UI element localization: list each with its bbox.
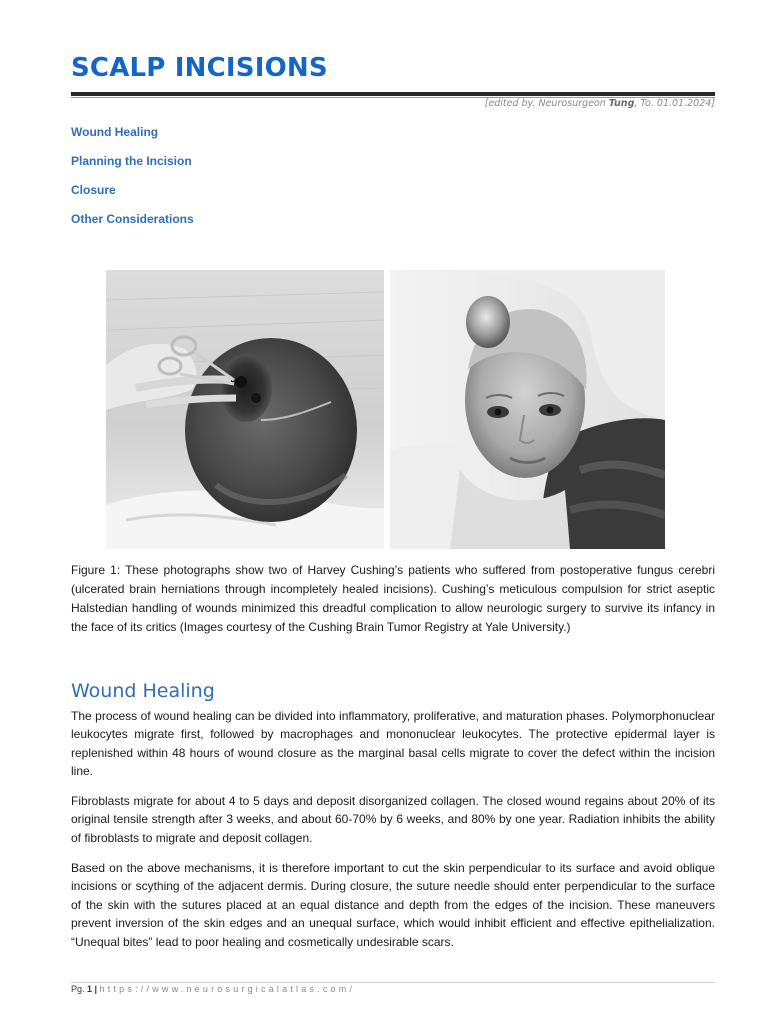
paragraph-fibroblast-migration: Fibroblasts migrate for about 4 to 5 days and deposit disorganized collagen. The closed wound regains about 20% of its original tensile strength after 3 weeks, and about 60-70% by 6 weeks, and 80% by one year. Radiation inhibits the ability of fibroblasts to migrate and deposit collagen. <box>71 794 715 845</box>
edited-by-note <box>485 98 715 109</box>
edited-prefix: [edited by. Neurosurgeon <box>484 98 609 109</box>
document-title: SCALP INCISIONS <box>71 53 328 83</box>
footer-separator: | <box>92 984 100 994</box>
toc-link-planning-the-incision[interactable]: Planning the Incision <box>71 154 192 168</box>
toc-link-other-considerations[interactable]: Other Considerations <box>71 212 194 226</box>
figure-1 <box>106 270 665 549</box>
footer-url-link[interactable]: https://www.neurosurgicalatlas.com/ <box>99 984 356 994</box>
photo-herniated-scalp <box>106 270 384 549</box>
page-footer <box>71 984 355 994</box>
page-label: Pg. <box>71 984 88 994</box>
section-heading-wound-healing: Wound Healing <box>71 680 215 702</box>
editor-name: Tung <box>608 98 635 109</box>
toc-link-closure[interactable]: Closure <box>71 183 116 197</box>
paragraph-incision-technique: Based on the above mechanisms, it is therefore important to cut the skin perpendicular to its surface and avoid oblique incisions or scything of the adjacent dermis. During closure, the suture needle should enter perpendicular to the surface of the skin with the sutures placed at an equal distance and depth from the edges of the incision. These maneuvers prevent inversion of the skin edges and an unequal surface, which would inhibit efficient and effective epithelialization. “Unequal bites” lead to poor healing and cosmetically undesirable scars. <box>71 861 715 949</box>
edited-suffix: , To. 01.01.2024] <box>634 98 715 109</box>
page-number: 1 <box>87 984 93 994</box>
figure-caption: Figure 1: These photographs show two of Harvey Cushing’s patients who suffered from postoperative fungus cerebri (ulcerated brain herniations through incompletely healed incisions). Cushing’s meticulous compulsion for strict aseptic Halstedian handling of wounds minimized this dreadful complication to allow neurologic surgery to survive its infancy in the face of its critics (Images courtesy of the Cushing Brain Tumor Registry at Yale University.) <box>71 563 715 634</box>
photo-child-patient <box>390 270 665 549</box>
table-of-contents <box>71 123 194 239</box>
title-rule <box>71 92 715 96</box>
paragraph-wound-healing-phases: The process of wound healing can be divided into inflammatory, proliferative, and maturation phases. Polymorphonuclear leukocytes migrate first, followed by macrophages and mononuclear leukocytes. The protective epidermal layer is replenished within 48 hours of wound closure as the marginal basal cells migrate to cover the defect within the incision line. <box>71 709 715 779</box>
footer-rule <box>71 982 715 983</box>
toc-link-wound-healing[interactable]: Wound Healing <box>71 125 159 139</box>
